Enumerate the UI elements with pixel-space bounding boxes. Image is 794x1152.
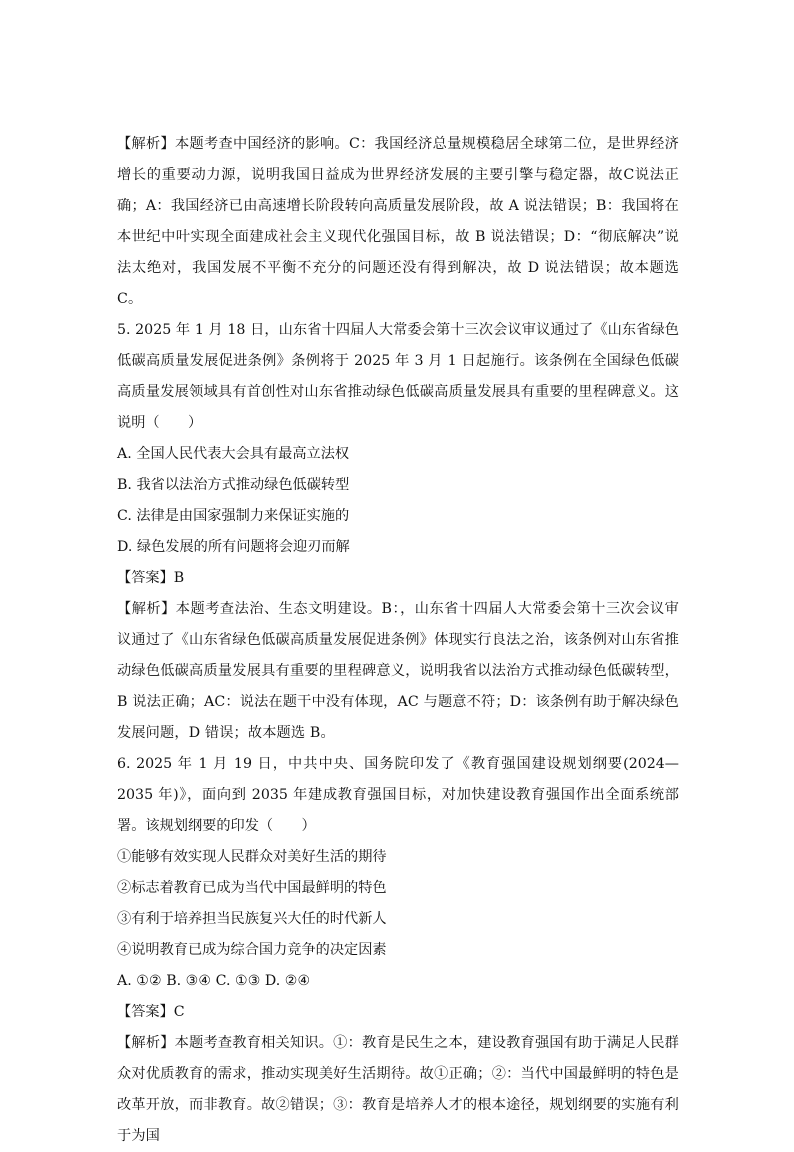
question-5-option-b: B. 我省以法治方式推动绿色低碳转型 [117, 477, 350, 493]
question-5-option-c: C. 法律是由国家强制力来保证实施的 [117, 508, 350, 524]
analysis-text: 本题考查中国经济的影响。C：我国经济总量规模稳居全球第二位，是世界经济增长的重要动力源，说明我国日益成为世界经济发展的主要引擎与稳定器，故C说法正确；A：我国经济已由高速增长阶段转向高质量发展阶段，故 A 说法错误；B：我国将在本世纪中叶实现全面建成社会主义现代化强国目标，故 B 说法错误；D：“彻底解决”说法太绝对，我国发展不平衡不充分的问题还没有得到解决，故 D 说法错误；故本题选 C。 [117, 136, 679, 307]
answer-tag: 【答案】 [117, 570, 174, 586]
question-6-analysis [117, 1028, 679, 1152]
question-6-statement-4: ④说明教育已成为综合国力竞争的决定因素 [117, 942, 387, 958]
question-5-analysis [117, 594, 679, 749]
analysis-text: 本题考查教育相关知识。①：教育是民生之本，建设教育强国有助于满足人民群众对优质教育的需求，推动实现美好生活期待。故①正确；②：当代中国最鲜明的特色是改革开放，而非教育。故②错误；③：教育是培养人才的根本途径，规划纲要的实施有利于为国 [117, 1035, 679, 1144]
question-6-stem: 6. 2025 年 1 月 19 日，中共中央、国务院印发了《教育强国建设规划纲要(2024—2035 年)》，面向到 2035 年建成教育强国目标，对加快建设教育强国作出全面系统部署。该规划纲要的印发（ ） [117, 756, 679, 834]
question-6-statement-1: ①能够有效实现人民群众对美好生活的期待 [117, 849, 387, 865]
question-6-statement-3: ③有利于培养担当民族复兴大任的时代新人 [117, 911, 387, 927]
analysis-text: 本题考查法治、生态文明建设。B：，山东省十四届人大常委会第十三次会议审议通过了《山东省绿色低碳高质量发展促进条例》体现实行良法之治，该条例对山东省推动绿色低碳高质量发展具有重要的里程碑意义，说明我省以法治方式推动绿色低碳转型，B 说法正确；AC：说法在题干中没有体现，AC 与题意不符；D：该条例有助于解决绿色发展问题，D 错误；故本题选 B。 [117, 601, 679, 741]
question-5-option-a: A. 全国人民代表大会具有最高立法权 [117, 446, 350, 462]
answer-value: B [173, 570, 185, 586]
question-5-option-d: D. 绿色发展的所有问题将会迎刃而解 [117, 539, 350, 555]
analysis-tag: 【解析】 [117, 1035, 175, 1051]
analysis-q4 [117, 129, 679, 315]
question-6-statement-2: ②标志着教育已成为当代中国最鲜明的特色 [117, 880, 387, 896]
page-content [117, 129, 679, 1152]
question-6-answer [117, 997, 679, 1028]
question-5-answer [117, 563, 679, 594]
analysis-tag: 【解析】 [117, 136, 175, 152]
question-5-stem: 5. 2025 年 1 月 18 日，山东省十四届人大常委会第十三次会议审议通过了《山东省绿色低碳高质量发展促进条例》条例将于 2025 年 3 月 1 日起施行。该条例在全国绿色低碳高质量发展领域具有首创性对山东省推动绿色低碳高质量发展具有重要的里程碑意义。这说明（ ） [117, 322, 679, 431]
analysis-tag: 【解析】 [117, 601, 176, 617]
question-6-choices: A. ①② B. ③④ C. ①③ D. ②④ [117, 973, 311, 989]
answer-value: C [173, 1004, 185, 1020]
answer-tag: 【答案】 [117, 1004, 174, 1020]
